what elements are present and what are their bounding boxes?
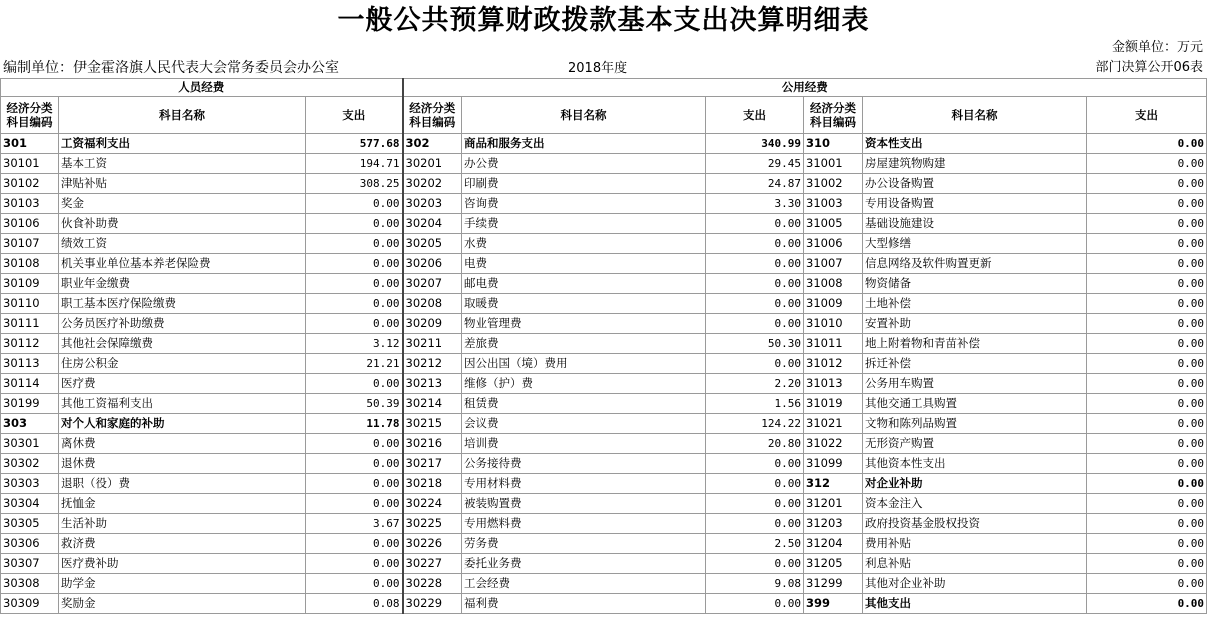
cell-code: 30112 — [1, 334, 59, 354]
table-row — [1, 214, 1207, 234]
cell-name: 基础设施建设 — [863, 214, 1087, 234]
cell-name: 公务用车购置 — [863, 374, 1087, 394]
cell-name: 物资储备 — [863, 274, 1087, 294]
fiscal-year-label: 2018年度 — [568, 61, 628, 76]
cell-code: 30207 — [403, 274, 462, 294]
cell-amount: 0.00 — [1087, 234, 1207, 254]
table-row — [1, 174, 1207, 194]
cell-code: 31204 — [804, 534, 863, 554]
cell-name: 医疗费 — [59, 374, 306, 394]
cell-name: 其他工资福利支出 — [59, 394, 306, 414]
cell-amount: 0.00 — [1087, 274, 1207, 294]
cell-amount: 308.25 — [306, 174, 403, 194]
cell-name: 费用补贴 — [863, 534, 1087, 554]
header-name: 科目名称 — [462, 97, 706, 134]
cell-name: 住房公积金 — [59, 354, 306, 374]
cell-amount: 0.00 — [1087, 194, 1207, 214]
cell-amount: 0.00 — [306, 374, 403, 394]
header-code: 经济分类 科目编码 — [1, 97, 59, 134]
table-row — [1, 294, 1207, 314]
table-code-label: 部门决算公开06表 — [1095, 60, 1203, 75]
cell-amount: 0.00 — [706, 294, 804, 314]
cell-amount: 0.00 — [706, 594, 804, 614]
cell-amount: 0.00 — [306, 194, 403, 214]
cell-amount: 124.22 — [706, 414, 804, 434]
table-row — [1, 134, 1207, 154]
cell-amount: 0.00 — [1087, 434, 1207, 454]
cell-name: 土地补偿 — [863, 294, 1087, 314]
header-amount: 支出 — [306, 97, 403, 134]
cell-amount: 24.87 — [706, 174, 804, 194]
header-name: 科目名称 — [863, 97, 1087, 134]
cell-amount: 0.00 — [706, 274, 804, 294]
cell-code: 312 — [804, 474, 863, 494]
cell-code: 30306 — [1, 534, 59, 554]
cell-code: 30224 — [403, 494, 462, 514]
cell-amount: 0.00 — [306, 314, 403, 334]
cell-code: 31001 — [804, 154, 863, 174]
cell-amount: 0.00 — [1087, 134, 1207, 154]
table-row — [1, 474, 1207, 494]
cell-code: 31022 — [804, 434, 863, 454]
cell-code: 30113 — [1, 354, 59, 374]
cell-code: 399 — [804, 594, 863, 614]
cell-code: 30101 — [1, 154, 59, 174]
cell-code: 30108 — [1, 254, 59, 274]
cell-amount: 21.21 — [306, 354, 403, 374]
cell-amount: 0.00 — [306, 534, 403, 554]
cell-code: 31099 — [804, 454, 863, 474]
cell-amount: 0.00 — [1087, 374, 1207, 394]
cell-amount: 0.00 — [306, 494, 403, 514]
cell-amount: 0.00 — [1087, 514, 1207, 534]
table-row — [1, 414, 1207, 434]
table-row — [1, 434, 1207, 454]
cell-name: 对个人和家庭的补助 — [59, 414, 306, 434]
cell-code: 30228 — [403, 574, 462, 594]
cell-amount: 20.80 — [706, 434, 804, 454]
cell-amount: 1.56 — [706, 394, 804, 414]
cell-code: 30205 — [403, 234, 462, 254]
cell-code: 30301 — [1, 434, 59, 454]
cell-amount: 0.00 — [306, 214, 403, 234]
cell-code: 30307 — [1, 554, 59, 574]
cell-amount: 9.08 — [706, 574, 804, 594]
cell-code: 30114 — [1, 374, 59, 394]
header-amount: 支出 — [706, 97, 804, 134]
cell-code: 31010 — [804, 314, 863, 334]
cell-name: 专用燃料费 — [462, 514, 706, 534]
cell-name: 职业年金缴费 — [59, 274, 306, 294]
cell-code: 31203 — [804, 514, 863, 534]
cell-amount: 0.00 — [1087, 494, 1207, 514]
cell-amount: 3.12 — [306, 334, 403, 354]
table-row — [1, 334, 1207, 354]
cell-code: 30103 — [1, 194, 59, 214]
cell-code: 30304 — [1, 494, 59, 514]
cell-amount: 11.78 — [306, 414, 403, 434]
cell-amount: 0.00 — [1087, 294, 1207, 314]
cell-name: 职工基本医疗保险缴费 — [59, 294, 306, 314]
cell-amount: 0.08 — [306, 594, 403, 614]
cell-name: 专用材料费 — [462, 474, 706, 494]
table-row — [1, 554, 1207, 574]
cell-code: 30217 — [403, 454, 462, 474]
cell-code: 30215 — [403, 414, 462, 434]
cell-amount: 29.45 — [706, 154, 804, 174]
cell-code: 31012 — [804, 354, 863, 374]
cell-name: 委托业务费 — [462, 554, 706, 574]
cell-code: 30203 — [403, 194, 462, 214]
cell-name: 手续费 — [462, 214, 706, 234]
header-name: 科目名称 — [59, 97, 306, 134]
table-row — [1, 394, 1207, 414]
cell-name: 因公出国（境）费用 — [462, 354, 706, 374]
cell-name: 奖励金 — [59, 594, 306, 614]
cell-amount: 0.00 — [1087, 354, 1207, 374]
table-row — [1, 514, 1207, 534]
cell-amount: 0.00 — [706, 354, 804, 374]
cell-amount: 577.68 — [306, 134, 403, 154]
cell-name: 其他对企业补助 — [863, 574, 1087, 594]
cell-name: 商品和服务支出 — [462, 134, 706, 154]
cell-code: 31299 — [804, 574, 863, 594]
cell-name: 劳务费 — [462, 534, 706, 554]
amount-unit-label: 金额单位：万元 — [1111, 40, 1203, 55]
cell-code: 30204 — [403, 214, 462, 234]
cell-code: 31021 — [804, 414, 863, 434]
organization-label: 编制单位：伊金霍洛旗人民代表大会常务委员会办公室 — [3, 60, 339, 76]
cell-name: 无形资产购置 — [863, 434, 1087, 454]
section-personnel: 人员经费 — [1, 79, 403, 97]
cell-amount: 0.00 — [306, 434, 403, 454]
cell-amount: 0.00 — [306, 254, 403, 274]
cell-name: 其他交通工具购置 — [863, 394, 1087, 414]
cell-code: 30216 — [403, 434, 462, 454]
cell-name: 其他资本性支出 — [863, 454, 1087, 474]
cell-amount: 0.00 — [306, 474, 403, 494]
cell-code: 301 — [1, 134, 59, 154]
cell-name: 其他支出 — [863, 594, 1087, 614]
cell-amount: 0.00 — [1087, 154, 1207, 174]
cell-amount: 0.00 — [706, 314, 804, 334]
cell-name: 维修（护）费 — [462, 374, 706, 394]
cell-name: 安置补助 — [863, 314, 1087, 334]
cell-name: 信息网络及软件购置更新 — [863, 254, 1087, 274]
cell-name: 租赁费 — [462, 394, 706, 414]
cell-code: 30102 — [1, 174, 59, 194]
cell-amount: 50.39 — [306, 394, 403, 414]
table-row — [1, 274, 1207, 294]
table-row — [1, 454, 1207, 474]
cell-code: 30308 — [1, 574, 59, 594]
cell-amount: 0.00 — [1087, 214, 1207, 234]
cell-amount: 0.00 — [1087, 314, 1207, 334]
cell-amount: 0.00 — [1087, 254, 1207, 274]
cell-code: 30199 — [1, 394, 59, 414]
cell-code: 30229 — [403, 594, 462, 614]
cell-name: 救济费 — [59, 534, 306, 554]
cell-amount: 0.00 — [706, 454, 804, 474]
cell-amount: 2.20 — [706, 374, 804, 394]
cell-amount: 0.00 — [1087, 394, 1207, 414]
cell-name: 利息补贴 — [863, 554, 1087, 574]
cell-amount: 0.00 — [1087, 454, 1207, 474]
table-row — [1, 234, 1207, 254]
cell-code: 31007 — [804, 254, 863, 274]
cell-amount: 0.00 — [1087, 334, 1207, 354]
cell-code: 30225 — [403, 514, 462, 534]
cell-name: 大型修缮 — [863, 234, 1087, 254]
cell-name: 其他社会保障缴费 — [59, 334, 306, 354]
cell-amount: 194.71 — [306, 154, 403, 174]
table-row — [1, 494, 1207, 514]
cell-name: 抚恤金 — [59, 494, 306, 514]
cell-name: 基本工资 — [59, 154, 306, 174]
cell-code: 31019 — [804, 394, 863, 414]
page-title: 一般公共预算财政拨款基本支出决算明细表 — [337, 5, 870, 36]
cell-amount: 0.00 — [706, 254, 804, 274]
cell-name: 工资福利支出 — [59, 134, 306, 154]
cell-name: 津贴补贴 — [59, 174, 306, 194]
table-row — [1, 154, 1207, 174]
table-row — [1, 194, 1207, 214]
cell-name: 对企业补助 — [863, 474, 1087, 494]
cell-amount: 0.00 — [306, 274, 403, 294]
cell-code: 303 — [1, 414, 59, 434]
cell-name: 退职（役）费 — [59, 474, 306, 494]
cell-amount: 0.00 — [1087, 574, 1207, 594]
cell-amount: 0.00 — [706, 474, 804, 494]
cell-amount: 0.00 — [706, 494, 804, 514]
cell-code: 30209 — [403, 314, 462, 334]
cell-code: 30202 — [403, 174, 462, 194]
cell-code: 302 — [403, 134, 462, 154]
cell-name: 机关事业单位基本养老保险费 — [59, 254, 306, 274]
cell-amount: 0.00 — [706, 214, 804, 234]
cell-name: 房屋建筑物购建 — [863, 154, 1087, 174]
cell-code: 30201 — [403, 154, 462, 174]
cell-code: 30107 — [1, 234, 59, 254]
cell-amount: 0.00 — [1087, 594, 1207, 614]
cell-name: 工会经费 — [462, 574, 706, 594]
cell-code: 31201 — [804, 494, 863, 514]
cell-name: 绩效工资 — [59, 234, 306, 254]
cell-code: 30212 — [403, 354, 462, 374]
expenditure-table — [0, 78, 1207, 614]
cell-amount: 0.00 — [706, 234, 804, 254]
cell-name: 生活补助 — [59, 514, 306, 534]
cell-name: 助学金 — [59, 574, 306, 594]
cell-name: 公务员医疗补助缴费 — [59, 314, 306, 334]
cell-amount: 2.50 — [706, 534, 804, 554]
cell-code: 30214 — [403, 394, 462, 414]
cell-amount: 3.30 — [706, 194, 804, 214]
header-amount: 支出 — [1087, 97, 1207, 134]
cell-amount: 3.67 — [306, 514, 403, 534]
cell-code: 30208 — [403, 294, 462, 314]
cell-code: 30109 — [1, 274, 59, 294]
section-public: 公用经费 — [403, 79, 1207, 97]
cell-amount: 0.00 — [706, 554, 804, 574]
cell-code: 30305 — [1, 514, 59, 534]
cell-code: 31009 — [804, 294, 863, 314]
section-header-row — [1, 79, 1207, 97]
cell-name: 物业管理费 — [462, 314, 706, 334]
cell-amount: 0.00 — [306, 234, 403, 254]
cell-code: 30206 — [403, 254, 462, 274]
table-row — [1, 574, 1207, 594]
cell-code: 31003 — [804, 194, 863, 214]
cell-code: 30227 — [403, 554, 462, 574]
cell-amount: 0.00 — [1087, 174, 1207, 194]
cell-amount: 0.00 — [306, 294, 403, 314]
cell-amount: 0.00 — [1087, 554, 1207, 574]
table-row — [1, 314, 1207, 334]
cell-name: 取暖费 — [462, 294, 706, 314]
cell-code: 310 — [804, 134, 863, 154]
cell-code: 30302 — [1, 454, 59, 474]
table-row — [1, 594, 1207, 614]
cell-name: 拆迁补偿 — [863, 354, 1087, 374]
cell-code: 31011 — [804, 334, 863, 354]
cell-name: 差旅费 — [462, 334, 706, 354]
cell-name: 资本金注入 — [863, 494, 1087, 514]
cell-name: 地上附着物和青苗补偿 — [863, 334, 1087, 354]
cell-name: 政府投资基金股权投资 — [863, 514, 1087, 534]
cell-code: 30303 — [1, 474, 59, 494]
header-code: 经济分类 科目编码 — [403, 97, 462, 134]
table-row — [1, 374, 1207, 394]
cell-code: 31002 — [804, 174, 863, 194]
cell-code: 30218 — [403, 474, 462, 494]
cell-name: 水费 — [462, 234, 706, 254]
cell-amount: 0.00 — [306, 574, 403, 594]
cell-code: 31205 — [804, 554, 863, 574]
cell-amount: 0.00 — [1087, 474, 1207, 494]
column-header-row — [1, 97, 1207, 134]
cell-name: 办公设备购置 — [863, 174, 1087, 194]
cell-name: 电费 — [462, 254, 706, 274]
cell-name: 培训费 — [462, 434, 706, 454]
cell-name: 咨询费 — [462, 194, 706, 214]
cell-name: 公务接待费 — [462, 454, 706, 474]
cell-code: 31006 — [804, 234, 863, 254]
cell-name: 文物和陈列品购置 — [863, 414, 1087, 434]
cell-amount: 0.00 — [306, 554, 403, 574]
cell-name: 专用设备购置 — [863, 194, 1087, 214]
cell-code: 31005 — [804, 214, 863, 234]
cell-amount: 0.00 — [706, 514, 804, 534]
cell-name: 被装购置费 — [462, 494, 706, 514]
cell-name: 伙食补助费 — [59, 214, 306, 234]
cell-name: 退休费 — [59, 454, 306, 474]
header-code: 经济分类 科目编码 — [804, 97, 863, 134]
table-row — [1, 354, 1207, 374]
cell-code: 30110 — [1, 294, 59, 314]
cell-code: 31013 — [804, 374, 863, 394]
cell-code: 31008 — [804, 274, 863, 294]
cell-code: 30226 — [403, 534, 462, 554]
cell-amount: 0.00 — [1087, 534, 1207, 554]
cell-code: 30111 — [1, 314, 59, 334]
cell-name: 奖金 — [59, 194, 306, 214]
cell-code: 30106 — [1, 214, 59, 234]
table-row — [1, 534, 1207, 554]
cell-name: 资本性支出 — [863, 134, 1087, 154]
cell-code: 30309 — [1, 594, 59, 614]
cell-name: 离休费 — [59, 434, 306, 454]
cell-amount: 50.30 — [706, 334, 804, 354]
cell-name: 印刷费 — [462, 174, 706, 194]
cell-amount: 0.00 — [1087, 414, 1207, 434]
cell-code: 30213 — [403, 374, 462, 394]
cell-amount: 0.00 — [306, 454, 403, 474]
cell-name: 医疗费补助 — [59, 554, 306, 574]
cell-amount: 340.99 — [706, 134, 804, 154]
table-row — [1, 254, 1207, 274]
cell-name: 会议费 — [462, 414, 706, 434]
cell-name: 邮电费 — [462, 274, 706, 294]
cell-name: 办公费 — [462, 154, 706, 174]
cell-name: 福利费 — [462, 594, 706, 614]
cell-code: 30211 — [403, 334, 462, 354]
